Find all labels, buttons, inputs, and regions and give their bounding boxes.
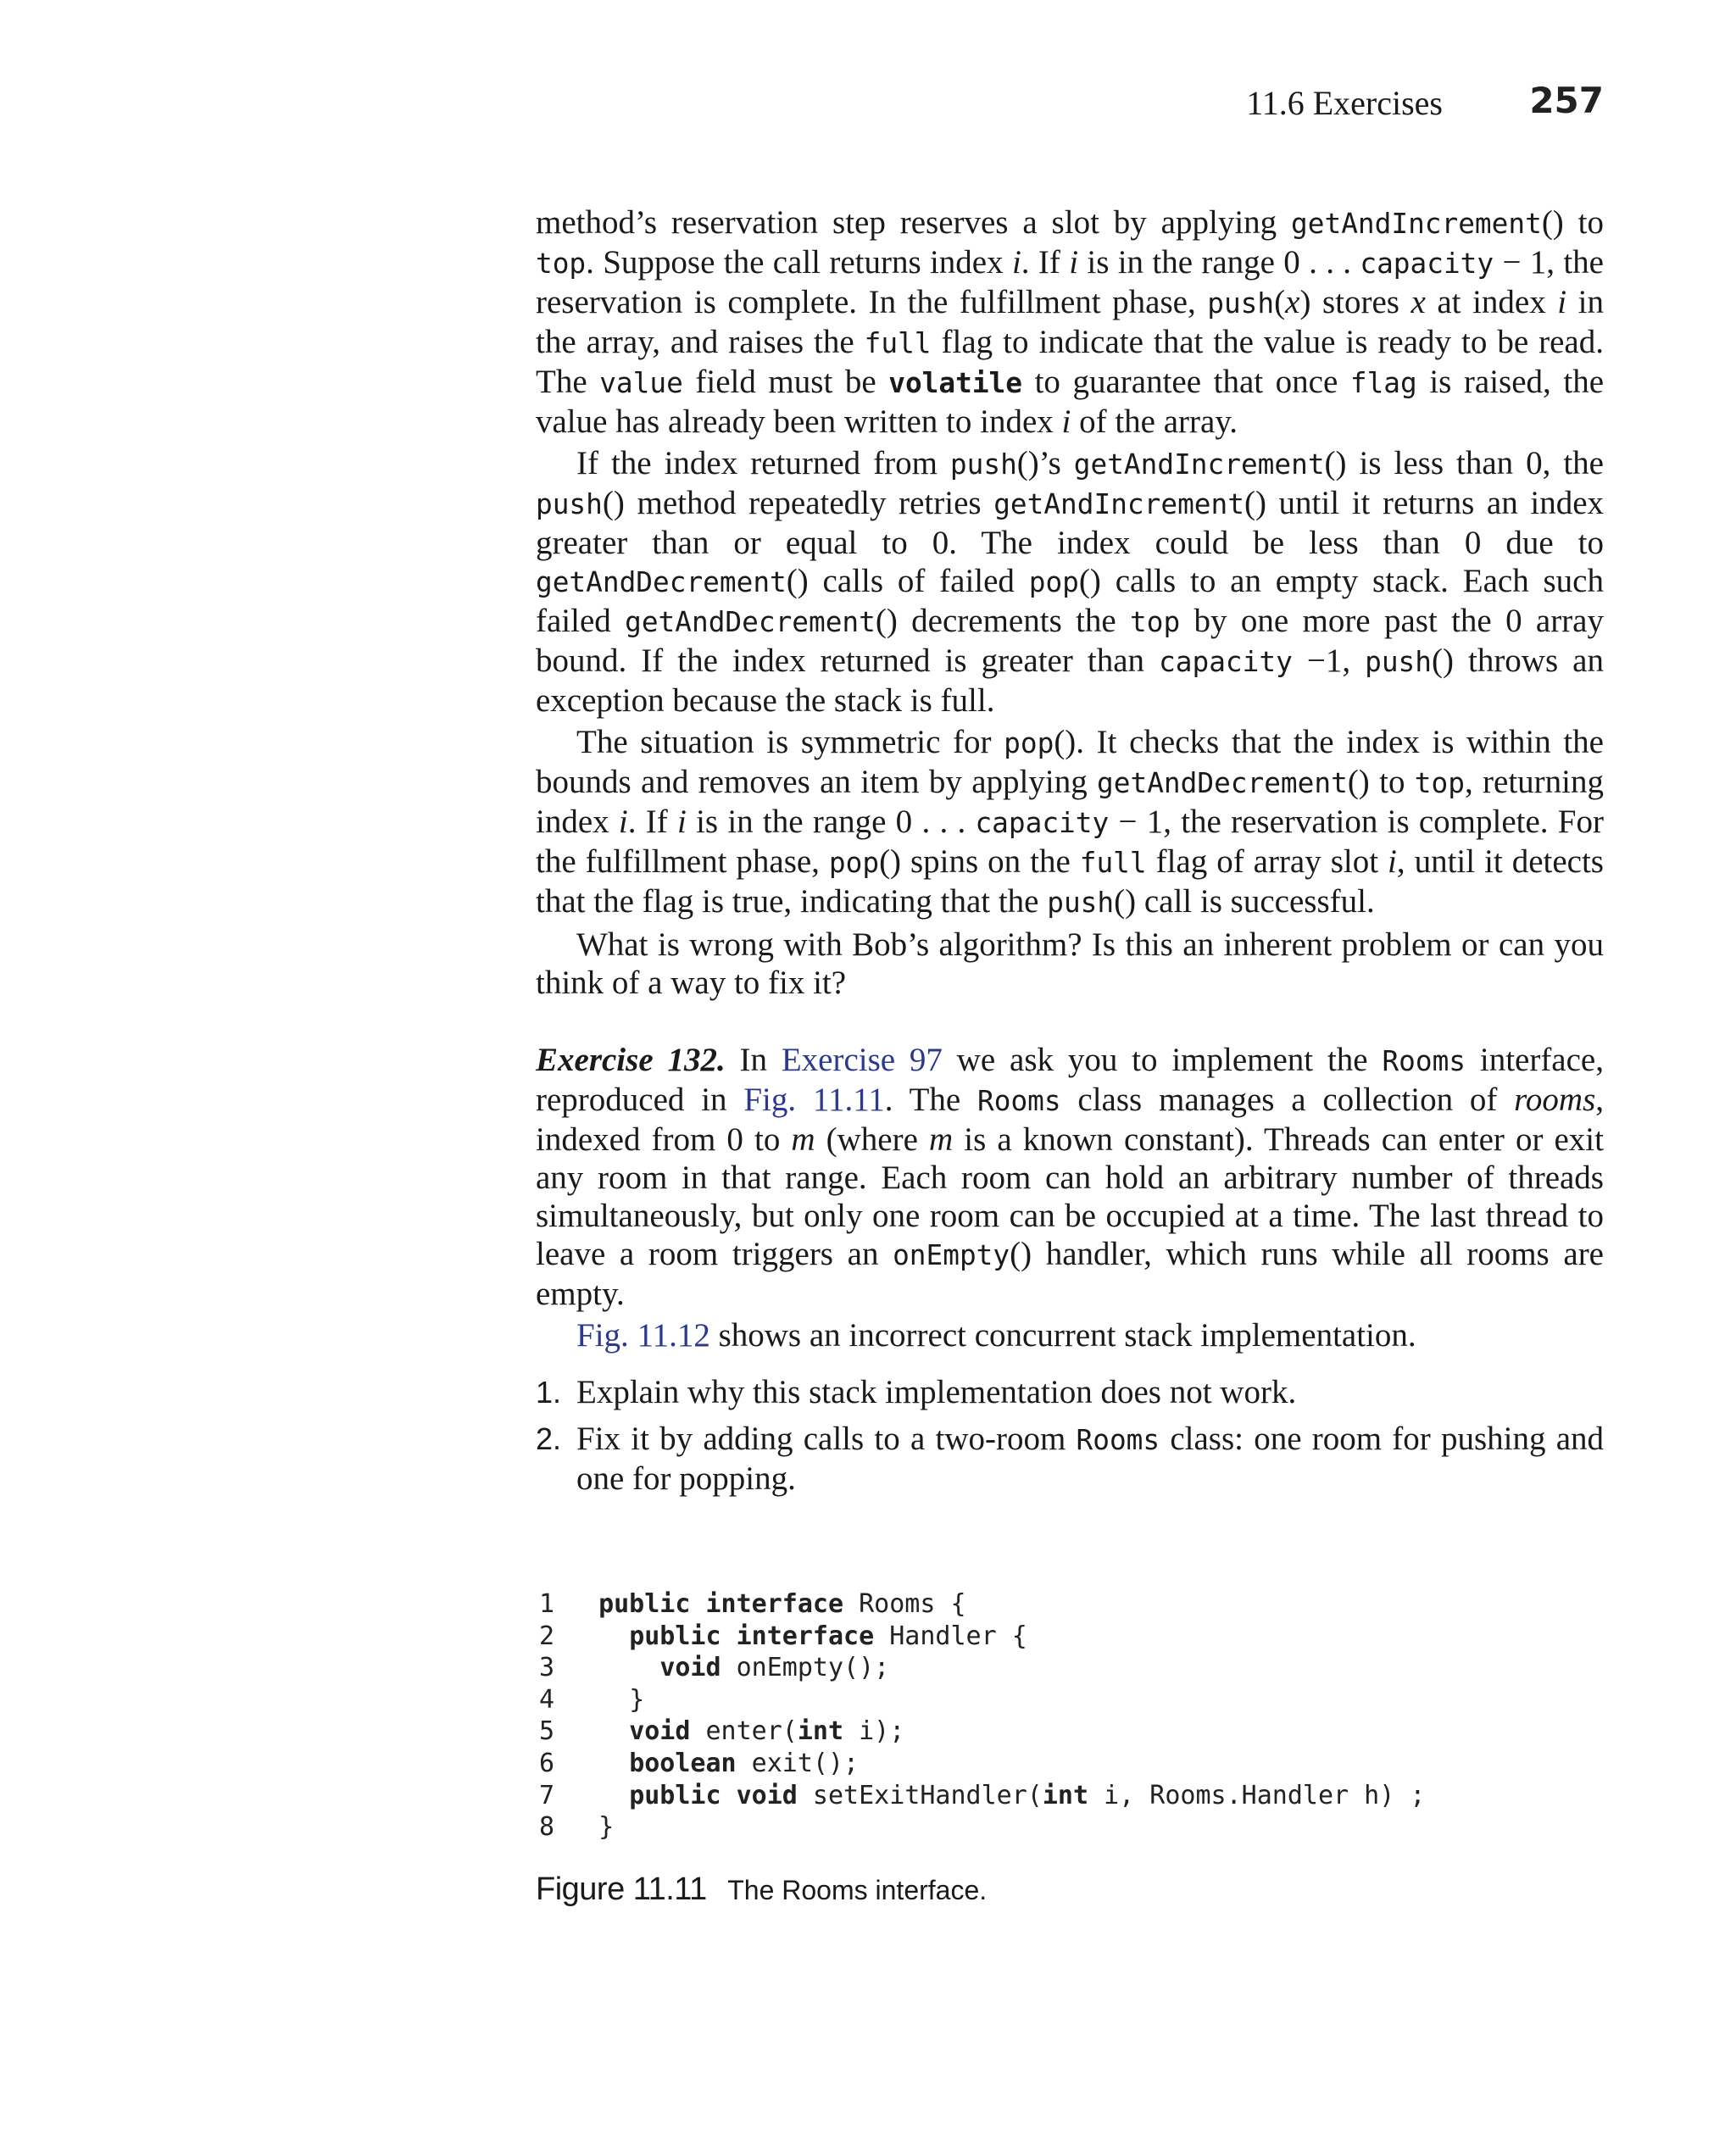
figure-caption-text: The Rooms interface. — [727, 1875, 988, 1905]
exercise-task-list — [536, 1373, 1604, 1498]
paragraph-question: What is wrong with Bob’s algorithm? Is this an inherent problem or can you think of a way to fix it? — [536, 926, 1604, 1001]
paragraph-pop-symmetric: The situation is symmetric for pop(). It checks that the index is within the bounds and removes an item by applying getAndDecrement() to top, returning index i. If i is in the range 0 . . . capacity − 1, the reservation is complete. For the fulfillment phase, pop() spins on the full flag of array slot i, until it detects that the flag is true, indicating that the push() call is successful. — [536, 724, 1604, 920]
code-line: 2 public interface Handler { — [539, 1621, 1027, 1651]
figure-caption — [536, 1871, 1604, 1908]
code-line: 3 void onEmpty(); — [539, 1653, 890, 1683]
paragraph-reservation: method’s reservation step reserves a slot by applying getAndIncrement() to top. Suppose the call returns index i. If i is in the range 0 . . . capacity − 1, the reservation is complete. In the fulfillment phase, push(x) stores x at index i in the array, and raises the full flag to indicate that the value is ready to be read. The value field must be volatile to guarantee that once flag is raised, the value has already been written to index i of the array. — [536, 204, 1605, 440]
code-line: 8 } — [539, 1812, 615, 1843]
running-head — [536, 80, 1604, 131]
code-line: 5 void enter( int i); — [539, 1716, 905, 1747]
list-number: 2. — [536, 1421, 562, 1456]
code-line: 4 } — [539, 1684, 645, 1715]
exercise-label: Exercise 132. — [536, 1042, 726, 1078]
exercise-97-link[interactable]: Exercise 97 — [781, 1042, 943, 1078]
fig-11-12-link[interactable]: Fig. 11.12 — [576, 1317, 710, 1354]
code-line: 7 public void setExitHandler( int i, Rooms.Handler h) ; — [539, 1780, 1426, 1810]
section-title: 11.6 Exercises — [1246, 84, 1443, 122]
list-number: 1. — [536, 1375, 562, 1410]
fig-11-11-link[interactable]: Fig. 11.11 — [743, 1082, 885, 1118]
figure-label: Figure 11.11 — [536, 1871, 707, 1907]
code-line: 1 public interface Rooms { — [539, 1589, 966, 1619]
paragraph-fig-11-12: Fig. 11.12 shows an incorrect concurrent stack implementation. — [576, 1317, 1416, 1354]
exercise-132: Exercise 132. In Exercise 97 we ask you to implement the Rooms interface, reproduced in Fig. 11.11. The Rooms class manages a collection of rooms, indexed from 0 to m (where m is a known constant). Threads can enter or exit any room in that range. Each room can hold an arbitrary number of threads simultaneously, but only one room can be occupied at a time. The last thread to leave a room triggers an onEmpty() handler, which runs while all rooms are empty. — [536, 1042, 1604, 1312]
code-line: 6 boolean exit(); — [539, 1748, 860, 1778]
list-item: 2. Fix it by adding calls to a two-room Rooms class: one room for pushing and one for popping. — [536, 1421, 1604, 1497]
code-listing — [539, 1588, 1599, 1843]
list-item: 1. Explain why this stack implementation does not work. — [536, 1374, 1297, 1410]
body-text — [536, 203, 1604, 1506]
paragraph-push-index: If the index returned from push()’s getAndIncrement() is less than 0, the push() method repeatedly retries getAndIncrement() until it returns an index greater than or equal to 0. The index could be less than 0 due to getAndDecrement() calls of failed pop() calls to an empty stack. Each such failed getAndDecrement() decrements the top by one more past the 0 array bound. If the index returned is greater than capacity −1, push() throws an exception because the stack is full. — [536, 445, 1605, 719]
page-number: 257 — [1529, 80, 1604, 121]
